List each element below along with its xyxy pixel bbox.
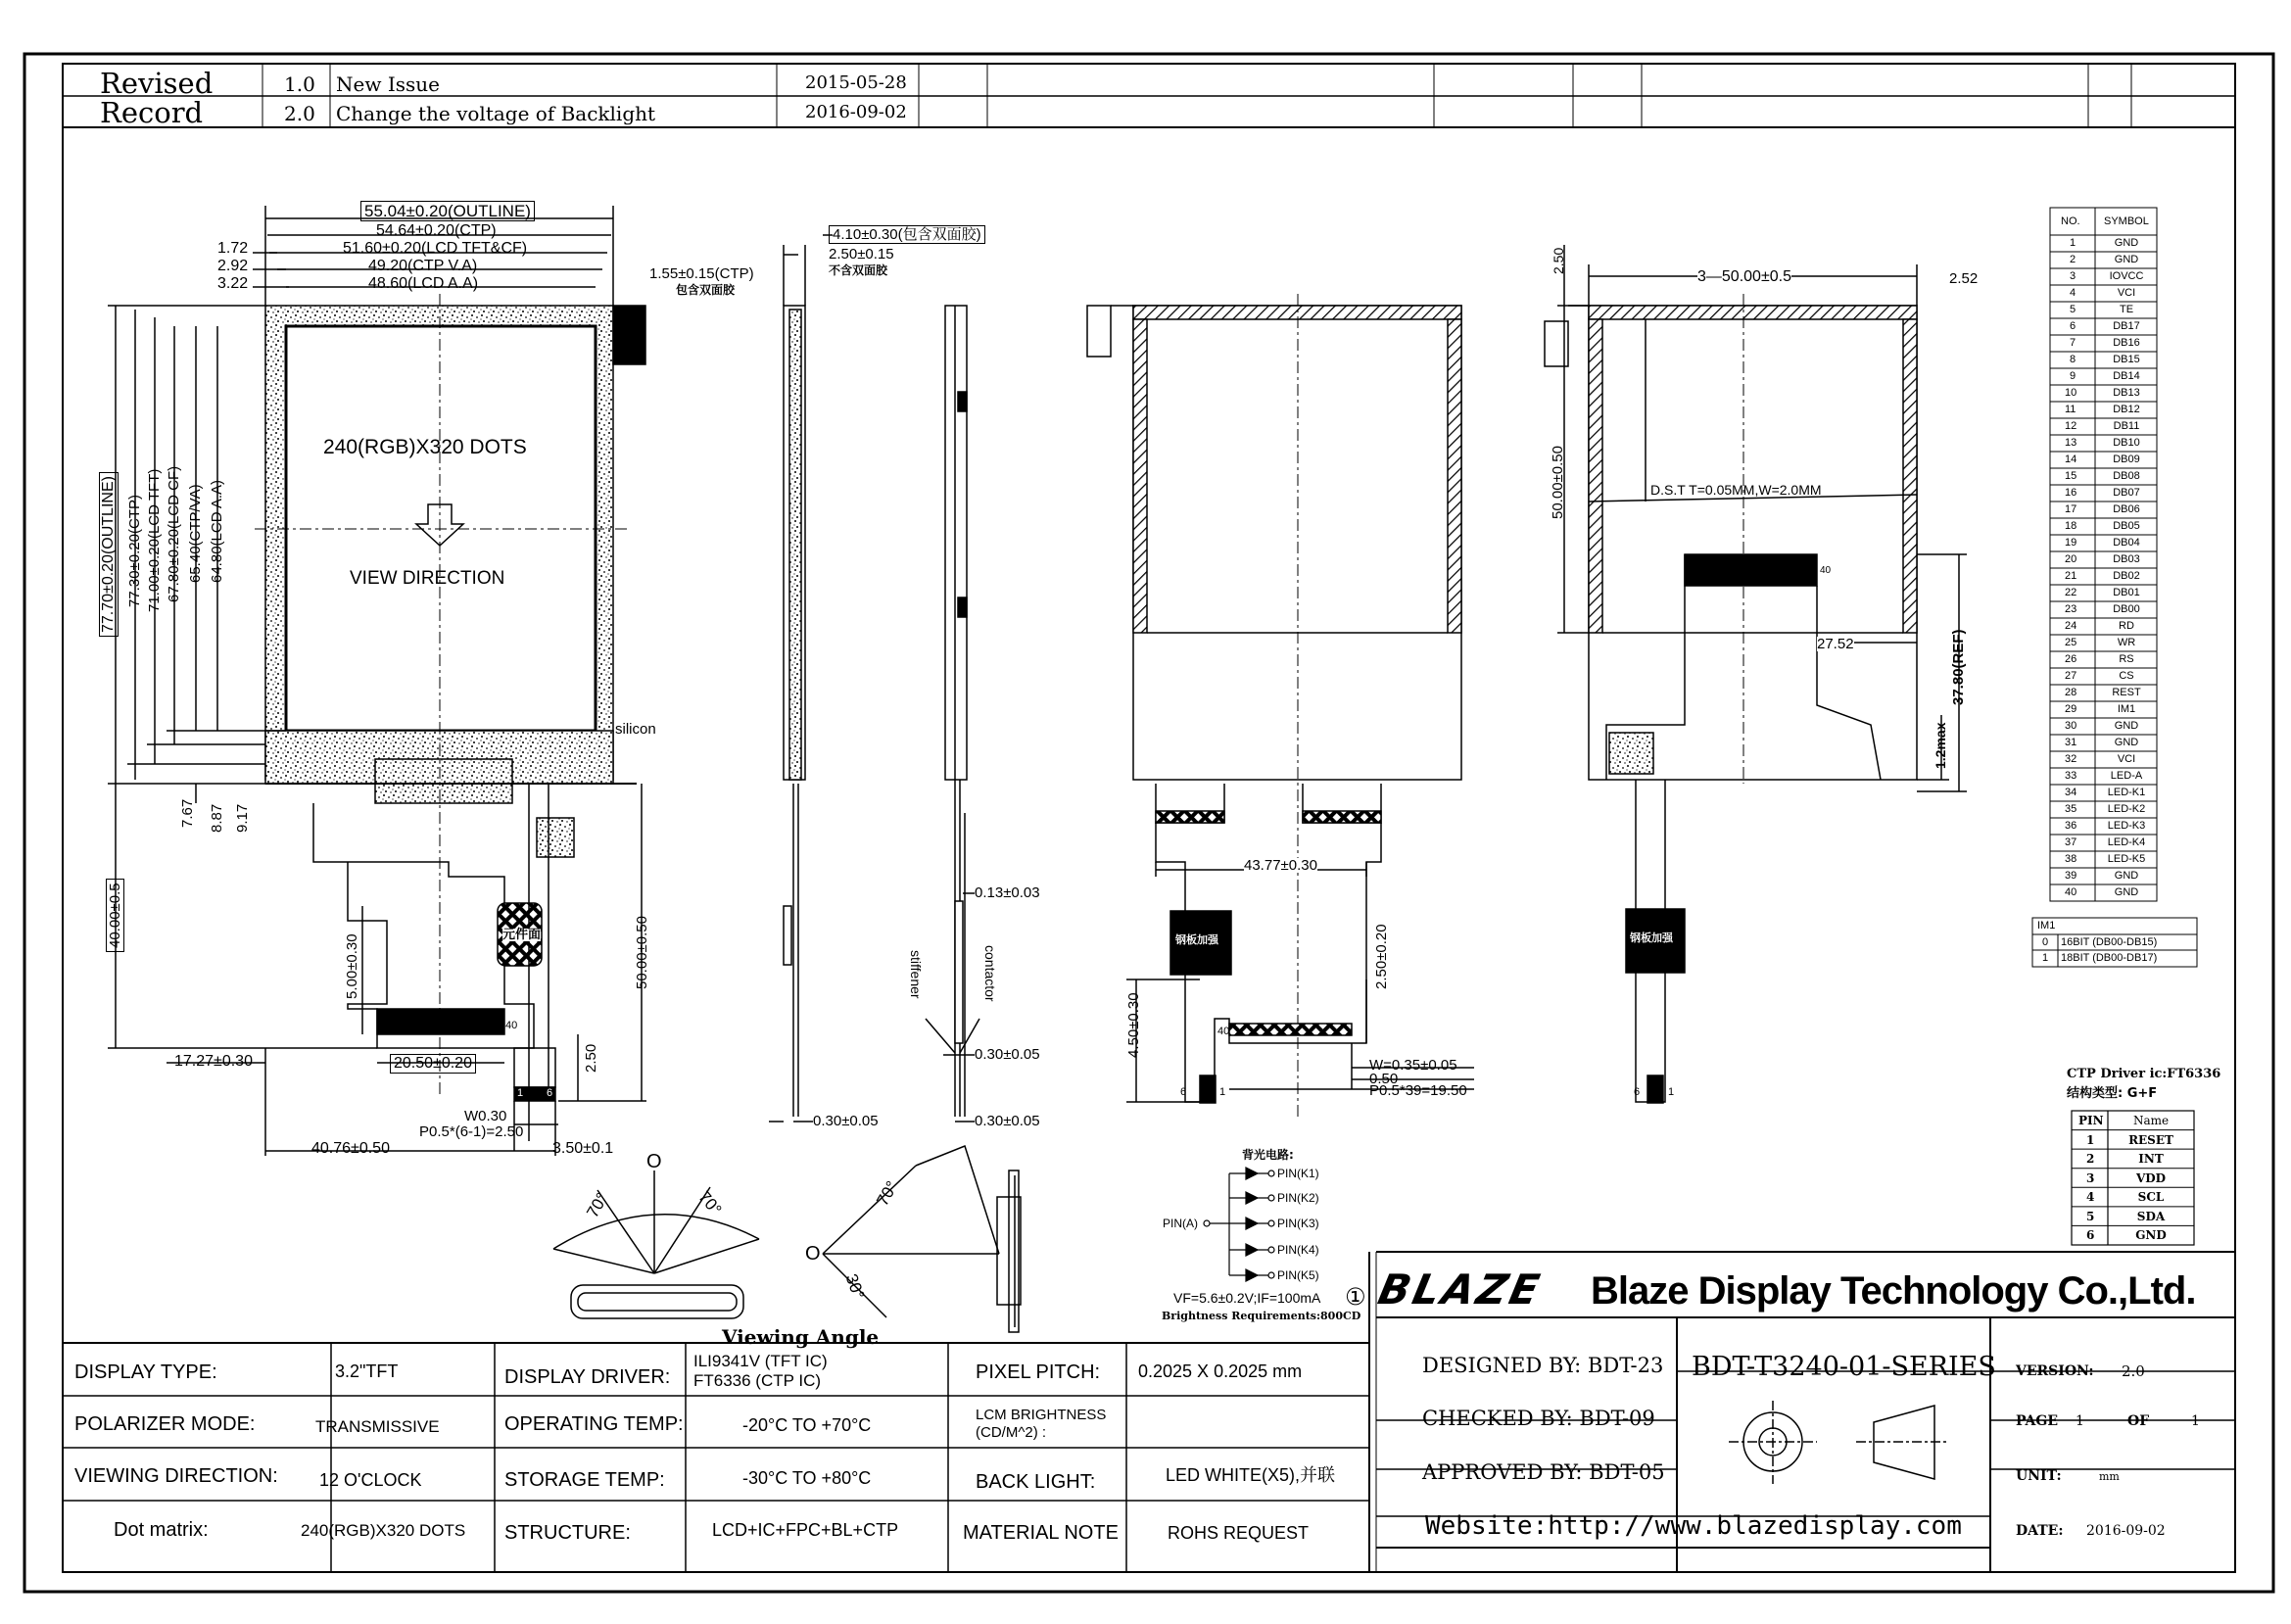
approved-by: APPROVED BY: BDT-05 [1422, 1460, 1665, 1484]
back2-pin1: 1 [1675, 567, 1681, 578]
spec-display-driver-label: DISPLAY DRIVER: [504, 1366, 671, 1388]
pin-number: 29 [2065, 703, 2077, 715]
spec-viewing-direction-label: VIEWING DIRECTION: [74, 1465, 278, 1487]
pin-symbol: DB03 [2113, 553, 2140, 565]
back2-dim-2-50: 2.50 [1551, 247, 1566, 274]
pin-number: 38 [2065, 853, 2077, 865]
im-row-1-value: 1 [2042, 952, 2049, 964]
pin-symbol: GND [2114, 870, 2139, 882]
pin-symbol: DB11 [2113, 420, 2140, 432]
pin-number: 17 [2065, 503, 2077, 515]
side-dim-0-30-a: 0.30±0.05 [975, 1046, 1040, 1063]
pin-symbol: LED-K2 [2107, 803, 2146, 815]
pin-number: 35 [2065, 803, 2077, 815]
pin-symbol: CS [2119, 670, 2134, 682]
pin-symbol: DB15 [2113, 354, 2140, 365]
pin-number: 19 [2065, 537, 2077, 549]
backlight-pin-k3: PIN(K3) [1277, 1217, 1319, 1230]
pin-number: 22 [2065, 587, 2077, 598]
pin-number: 13 [2065, 437, 2077, 449]
pin-number: 24 [2065, 620, 2077, 632]
spec-viewing-direction-value: 12 O'CLOCK [319, 1470, 422, 1490]
front-pin1: 1 [370, 1020, 377, 1031]
spec-structure-label: STRUCTURE: [504, 1522, 631, 1544]
backlight-pin-k5: PIN(K5) [1277, 1268, 1319, 1282]
checked-by: CHECKED BY: BDT-09 [1422, 1407, 1655, 1430]
dim-20-50: 20.50±0.20 [390, 1054, 476, 1074]
backlight-title: 背光电路: [1242, 1148, 1294, 1162]
ctp-pin-name: RESET [2128, 1132, 2173, 1147]
side-dim-0-30-c: 0.30±0.05 [975, 1113, 1040, 1129]
spec-storage-temp-value: -30°C TO +80°C [742, 1468, 872, 1488]
ctp-pin-number: 2 [2086, 1152, 2095, 1167]
dim-fpc-height: 40.00±0.5 [106, 879, 124, 952]
spec-structure-value: LCD+IC+FPC+BL+CTP [712, 1520, 899, 1540]
pin-number: 40 [2065, 886, 2077, 898]
dim-ctp-va-height: 65.40(CTP/VA) [187, 484, 204, 583]
pin-symbol: LED-A [2110, 770, 2143, 782]
pin-number: 39 [2065, 870, 2077, 882]
pin-number: 6 [2070, 320, 2076, 332]
spec-display-type-value: 3.2"TFT [335, 1361, 399, 1381]
back2-dim-27-52: 27.52 [1817, 636, 1854, 652]
designed-by: DESIGNED BY: BDT-23 [1422, 1354, 1664, 1377]
side-no-tape: 不含双面胶 [829, 263, 888, 277]
pin-number: 8 [2070, 354, 2076, 365]
backlight-circled-note: ① [1345, 1283, 1366, 1311]
spec-polarizer-label: POLARIZER MODE: [74, 1413, 256, 1435]
pin-number: 2 [2070, 254, 2076, 265]
back-pin6: 6 [1180, 1086, 1187, 1098]
spec-pixel-pitch-value: 0.2025 X 0.2025 mm [1138, 1361, 1303, 1381]
pin-number: 33 [2065, 770, 2077, 782]
pin-number: 26 [2065, 653, 2077, 665]
page-value: 1 [2076, 1413, 2084, 1429]
dim-offset-2: 2.92 [217, 258, 249, 274]
back-dim-43-77: 43.77±0.30 [1244, 857, 1317, 874]
va-70-right: 70° [694, 1187, 726, 1219]
back2-dim-37-80: 37.80(REF) [1950, 629, 1967, 705]
rev-row-1-version: 1.0 [284, 72, 315, 96]
back2-pin40: 40 [1820, 565, 1832, 576]
ctp-pin-name: SDA [2136, 1209, 2166, 1223]
dim-ctp-height: 77.30±0.20(CTP) [126, 495, 143, 607]
va-zero-top: O [646, 1151, 662, 1172]
back-dim-w035: W=0.35±0.05 [1369, 1057, 1457, 1074]
pin-number: 21 [2065, 570, 2077, 582]
page-label: PAGE [2016, 1413, 2058, 1429]
ctp-structure-label: 结构类型: G+F [2067, 1086, 2158, 1101]
silicon-label: silicon [615, 721, 656, 738]
pin-symbol: RS [2119, 653, 2134, 665]
va-zero-side: O [805, 1243, 821, 1265]
pin-number: 15 [2065, 470, 2077, 482]
pin-symbol: GND [2114, 720, 2139, 732]
website[interactable]: Website:http://www.blazedisplay.com [1425, 1511, 1962, 1541]
revision-label [100, 69, 213, 127]
ctp-pin-number: 5 [2086, 1209, 2095, 1223]
dim-ctp-width: 54.64±0.20(CTP) [376, 222, 497, 239]
dim-bottom-3: 9.17 [234, 803, 251, 833]
pin-symbol: DB08 [2113, 470, 2140, 482]
date-value: 2016-09-02 [2086, 1523, 2166, 1539]
back2-pin1-bottom: 1 [1668, 1086, 1675, 1098]
side-stiffener: stiffener [908, 950, 924, 999]
spec-material-note-label: MATERIAL NOTE [963, 1522, 1119, 1544]
pin-number: 11 [2065, 404, 2076, 415]
dim-fpc-5: 5.00±0.30 [344, 933, 360, 999]
pin-symbol: LED-K1 [2107, 787, 2146, 798]
backlight-vf: VF=5.6±0.2V;IF=100mA [1173, 1290, 1321, 1306]
rev-row-2-date: 2016-09-02 [805, 102, 907, 122]
backlight-pin-k2: PIN(K2) [1277, 1191, 1319, 1205]
company-name: Blaze Display Technology Co.,Ltd. [1591, 1269, 2196, 1313]
pin-number: 5 [2070, 304, 2076, 315]
back2-max: 1.2max [1933, 722, 1948, 769]
dim-w030: W0.30 [464, 1108, 507, 1124]
spec-material-note-value: ROHS REQUEST [1168, 1523, 1310, 1543]
pin-number: 9 [2070, 370, 2076, 382]
dim-17-27: 17.27±0.30 [174, 1053, 253, 1070]
version-label: VERSION: [2016, 1363, 2094, 1379]
pin-number: 25 [2065, 637, 2077, 648]
pin-symbol: DB05 [2113, 520, 2140, 532]
back-pin1: 1 [1219, 1086, 1226, 1098]
backlight-pin-k1: PIN(K1) [1277, 1167, 1319, 1180]
back2-dim-2-52: 2.52 [1949, 270, 1979, 287]
pin-symbol: GND [2114, 237, 2139, 249]
pin-number: 16 [2065, 487, 2077, 499]
backlight-pin-k4: PIN(K4) [1277, 1243, 1319, 1257]
pin-number: 18 [2065, 520, 2077, 532]
pin-symbol: DB04 [2113, 537, 2140, 549]
pin-number: 31 [2065, 737, 2077, 748]
pin-symbol: DB09 [2113, 454, 2140, 465]
side-dim-2-50: 2.50±0.15 [829, 246, 894, 263]
pin-symbol: REST [2112, 687, 2141, 698]
pin-number: 27 [2065, 670, 2077, 682]
ctp-pin-name: GND [2135, 1228, 2167, 1243]
back2-pin6: 6 [1634, 1086, 1641, 1098]
pin-symbol: DB10 [2113, 437, 2140, 449]
ctp-pin-name: SCL [2137, 1190, 2165, 1205]
pin-table-header-symbol: SYMBOL [2104, 215, 2149, 227]
ctp-pin-name: INT [2138, 1152, 2164, 1167]
pin-symbol: DB13 [2113, 387, 2140, 399]
component-area-label: 元件面 [502, 928, 542, 942]
spec-back-light-label: BACK LIGHT: [976, 1471, 1096, 1493]
pin-symbol: GND [2114, 886, 2139, 898]
pin-symbol: LED-K4 [2107, 836, 2146, 848]
pin-symbol: DB14 [2113, 370, 2140, 382]
pin-number: 23 [2065, 603, 2077, 615]
pin-number: 14 [2065, 454, 2077, 465]
spec-storage-temp-label: STORAGE TEMP: [504, 1469, 665, 1491]
pin-symbol: VCI [2117, 287, 2136, 299]
pin-symbol: DB07 [2113, 487, 2140, 499]
pin-symbol: IM1 [2117, 703, 2136, 715]
im-row-1-desc: 18BIT (DB00-DB17) [2061, 952, 2158, 964]
im-table-header: IM1 [2037, 920, 2056, 931]
spec-back-light-value: LED WHITE(X5),并联 [1166, 1465, 1336, 1485]
revision-label-line2: Record [100, 96, 204, 129]
dim-offset-1: 1.72 [217, 240, 249, 257]
dim-lcd-aa-height: 64.80(LCD A.A) [209, 479, 225, 583]
pin-symbol: GND [2114, 254, 2139, 265]
spec-pixel-pitch-label: PIXEL PITCH: [976, 1361, 1101, 1383]
dim-fpc-50: 50.00±0.50 [634, 916, 650, 989]
pin-symbol: DB16 [2113, 337, 2140, 349]
front-pin6-bottom: 6 [547, 1087, 553, 1099]
spec-polarizer-value: TRANSMISSIVE [315, 1417, 440, 1436]
rev-row-1-date: 2015-05-28 [805, 72, 907, 93]
rev-row-1-description: New Issue [336, 72, 440, 96]
pin-number: 32 [2065, 753, 2077, 765]
ctp-pin-number: 6 [2086, 1228, 2095, 1243]
dim-lcd-width: 51.60±0.20(LCD TFT&CF) [343, 240, 528, 257]
spec-dot-matrix-value: 240(RGB)X320 DOTS [301, 1521, 466, 1540]
pin-symbol: DB00 [2113, 603, 2140, 615]
ctp-driver-label: CTP Driver ic:FT6336 [2067, 1067, 2221, 1081]
dim-lcd-aa-width: 48.60(LCD A.A) [368, 275, 479, 292]
dim-ctp-va-width: 49.20(CTP V.A) [368, 258, 478, 274]
side-dim-1-55: 1.55±0.15(CTP) [649, 265, 754, 282]
pin-number: 12 [2065, 420, 2077, 432]
spec-dot-matrix-label: Dot matrix: [114, 1519, 209, 1541]
im-row-0-value: 0 [2042, 936, 2049, 948]
pin-symbol: TE [2119, 304, 2134, 315]
dim-40-76: 40.76±0.50 [311, 1140, 390, 1157]
blaze-logo: BLAZE [1373, 1266, 1547, 1314]
back2-dim-3-50: 3—50.00±0.5 [1697, 268, 1791, 285]
dim-lcd-tft-height: 71.00±0.20(LCD TFT) [146, 468, 163, 612]
pin-symbol: IOVCC [2109, 270, 2144, 282]
pin-number: 4 [2070, 287, 2076, 299]
pin-symbol: VCI [2117, 753, 2136, 765]
dim-pitch: P0.5*(6-1)=2.50 [419, 1123, 524, 1140]
pin-number: 30 [2065, 720, 2077, 732]
back2-dst: D.S.T T=0.05MM,W=2.0MM [1650, 482, 1822, 498]
dim-3-50: 3.50±0.1 [552, 1140, 614, 1157]
of-label: OF [2127, 1413, 2150, 1429]
side-contactor: contactor [982, 945, 998, 1002]
pin-number: 3 [2070, 270, 2076, 282]
side-with-tape: 包含双面胶 [676, 283, 736, 297]
pin-number: 20 [2065, 553, 2077, 565]
ctp-pin-number: 3 [2086, 1170, 2095, 1185]
back2-dim-50: 50.00±0.50 [1550, 446, 1566, 519]
ctp-header-pin: PIN [2078, 1114, 2104, 1127]
spec-display-driver-value: ILI9341V (TFT IC) FT6336 (CTP IC) [693, 1352, 828, 1390]
date-label: DATE: [2016, 1523, 2064, 1539]
spec-operating-temp-value: -20°C TO +70°C [742, 1415, 872, 1435]
spec-display-type-label: DISPLAY TYPE: [74, 1361, 217, 1383]
pin-symbol: RD [2119, 620, 2134, 632]
of-value: 1 [2191, 1413, 2200, 1429]
pin-number: 36 [2065, 820, 2077, 832]
dim-outline-width: 55.04±0.20(OUTLINE) [360, 201, 535, 221]
view-direction-label: VIEW DIRECTION [350, 568, 505, 589]
version-value: 2.0 [2122, 1362, 2145, 1380]
back-steel-label: 钢板加强 [1175, 933, 1218, 946]
dim-bottom-1: 7.67 [179, 798, 196, 828]
va-30: 30° [841, 1271, 869, 1302]
back-dim-pitch: P0.5*39=19.50 [1369, 1082, 1467, 1099]
part-number: BDT-T3240-01-SERIES [1692, 1352, 1996, 1382]
front-pin1-bottom: 1 [517, 1087, 524, 1099]
pin-symbol: DB02 [2113, 570, 2140, 582]
front-pin40: 40 [505, 1020, 518, 1031]
pin-symbol: DB01 [2113, 587, 2140, 598]
va-70-left: 70° [583, 1189, 612, 1221]
dim-outline-height: 77.70±0.20(OUTLINE) [99, 472, 119, 637]
dim-bottom-2: 8.87 [209, 803, 225, 833]
pin-number: 28 [2065, 687, 2077, 698]
backlight-brightness: Brightness Requirements:800CD [1162, 1310, 1361, 1322]
pin-number: 10 [2065, 387, 2077, 399]
backlight-pin-a: PIN(A) [1163, 1217, 1198, 1230]
rev-row-2-version: 2.0 [284, 102, 315, 125]
back-dim-4-50: 4.50±0.30 [1125, 992, 1142, 1058]
pin-table-header-no: NO. [2061, 215, 2080, 227]
revision-label-line1: Revised [100, 67, 214, 100]
pin-number: 7 [2070, 337, 2076, 349]
pin-number: 34 [2065, 787, 2077, 798]
dim-lcd-cf-height: 67.80±0.20(LCD CF) [166, 465, 182, 602]
back-dim-0-50: 0.50 [1369, 1071, 1399, 1087]
pin-number: 37 [2065, 836, 2077, 848]
pin-symbol: LED-K5 [2107, 853, 2146, 865]
ctp-pin-number: 1 [2086, 1132, 2095, 1147]
im-row-0-desc: 16BIT (DB00-DB15) [2061, 936, 2158, 948]
pin-symbol: WR [2117, 637, 2136, 648]
back-dim-2-50: 2.50±0.20 [1373, 924, 1390, 989]
pin-symbol: LED-K3 [2107, 820, 2146, 832]
dim-2-50: 2.50 [583, 1043, 599, 1073]
side-dim-0-13: 0.13±0.03 [975, 884, 1040, 901]
pin-symbol: GND [2114, 737, 2139, 748]
pin-symbol: DB17 [2113, 320, 2140, 332]
unit-value: mm [2099, 1470, 2120, 1483]
back-pin40: 40 [1217, 1026, 1230, 1037]
unit-label: UNIT: [2016, 1468, 2062, 1484]
side-dim-0-30-b: 0.30±0.05 [813, 1113, 879, 1129]
pin-number: 1 [2070, 237, 2076, 249]
va-title: Viewing Angle [722, 1325, 880, 1349]
dots-label: 240(RGB)X320 DOTS [323, 436, 527, 458]
va-70-side: 70° [873, 1177, 902, 1210]
dim-offset-3: 3.22 [217, 275, 249, 292]
spec-operating-temp-label: OPERATING TEMP: [504, 1413, 684, 1435]
ctp-pin-number: 4 [2086, 1190, 2095, 1205]
ctp-pin-name: VDD [2135, 1170, 2167, 1185]
spec-lcm-brightness-label: LCM BRIGHTNESS (CD/M^2) : [976, 1407, 1107, 1441]
ctp-header-name: Name [2133, 1114, 2170, 1127]
pin-symbol: DB06 [2113, 503, 2140, 515]
back2-steel-label: 钢板加强 [1630, 931, 1673, 944]
rev-row-2-description: Change the voltage of Backlight [336, 102, 656, 125]
side-dim-4-10: 4.10±0.30(包含双面胶) [829, 225, 985, 244]
pin-symbol: DB12 [2113, 404, 2140, 415]
